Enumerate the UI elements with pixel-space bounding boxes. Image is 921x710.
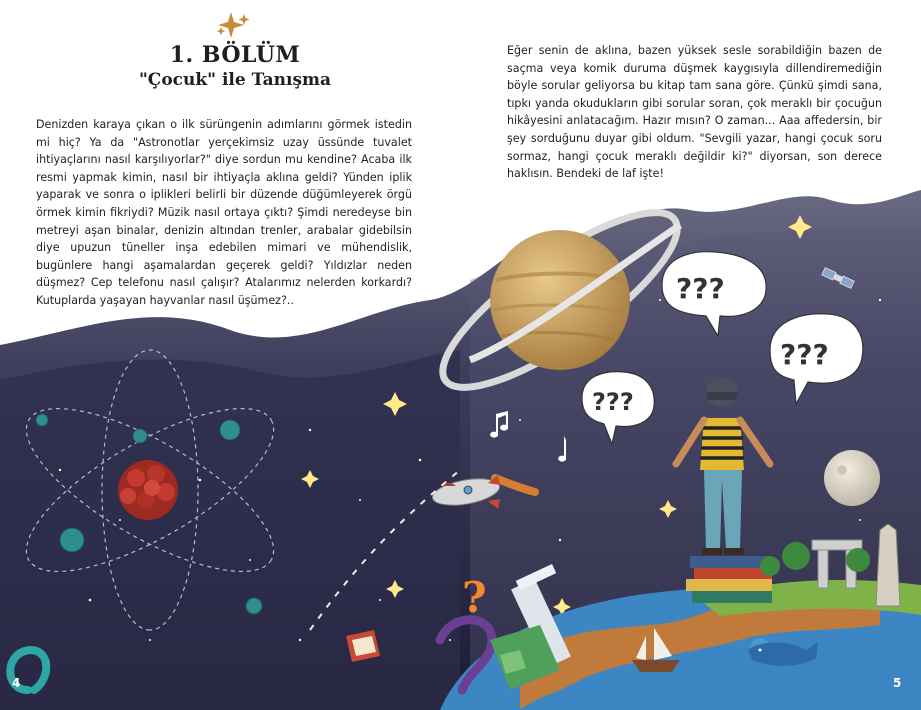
left-page-paragraph: Denizden karaya çıkan o ilk sürüngenin adımlarını görmek istedin mi hiç? Ya da "Astronotlar yerçekimsiz uzay üssünde tuvalet ihtiyaçlarını nasıl karşılıyorlar?" diye sordun mu kendine? Acaba ilk resmi yapmak kimin, nasıl bir ihtiyaçla aklına geldi? Yünden iplik yaparak ve sonra o iplikleri belirli bir düzende düğümleyerek örgü örmek kimin fikriydi? Müzik nasıl ortaya çıktı? Şimdi neredeyse bin metreyi aşan binalar, denizin altından trenler, arabalar gidebilsin diye upuzun tüneller inşa edebilen mimari ve mühendislik, bugünlere hangi aşamalardan geçerek geldi? Yıldızlar neden düşmez? Cep telefonu nasıl çalışır? Atalarımız nelerden korkardı? Kutuplarda yaşayan hayvanlar nasıl üşümez?.. xyxy=(36,118,412,307)
moon xyxy=(824,450,880,506)
svg-text:???: ??? xyxy=(676,272,725,305)
sparkle-icon xyxy=(213,10,253,42)
svg-text:???: ??? xyxy=(780,338,829,371)
chapter-title: 1. BÖLÜM xyxy=(169,42,301,68)
atom-nucleus xyxy=(118,460,178,520)
page-number-left: 4 xyxy=(12,676,21,690)
svg-text:?: ? xyxy=(462,573,487,622)
svg-text:???: ??? xyxy=(592,388,634,416)
book-stack xyxy=(686,556,772,603)
page-number-right: 5 xyxy=(893,676,902,690)
obelisk xyxy=(876,524,900,606)
right-page-paragraph: Eğer senin de aklına, bazen yüksek sesle sorabildiğin bazen de saçma veya komik duruma düşmek kaygısıyla dillendiremediğin böyle sorular geliyorsa bu kitap tam sana göre. Çünkü şimdi sana, tıpkı yanda okudukların gibi sorular soran, çok meraklı bir çocuğun hikâyesini anlatacağım. Hazır mısın? O zaman... Aaa affedersin, bir şey sorduğunu duyar gibi oldum. "Sevgili yazar, hangi çocuk soru sormaz, hangi çocuk meraklı değildir ki?" diyorsan, son derece haklısın. Bendeki de laf işte! xyxy=(507,44,882,181)
chapter-subtitle: "Çocuk" ile Tanışma xyxy=(138,70,332,90)
